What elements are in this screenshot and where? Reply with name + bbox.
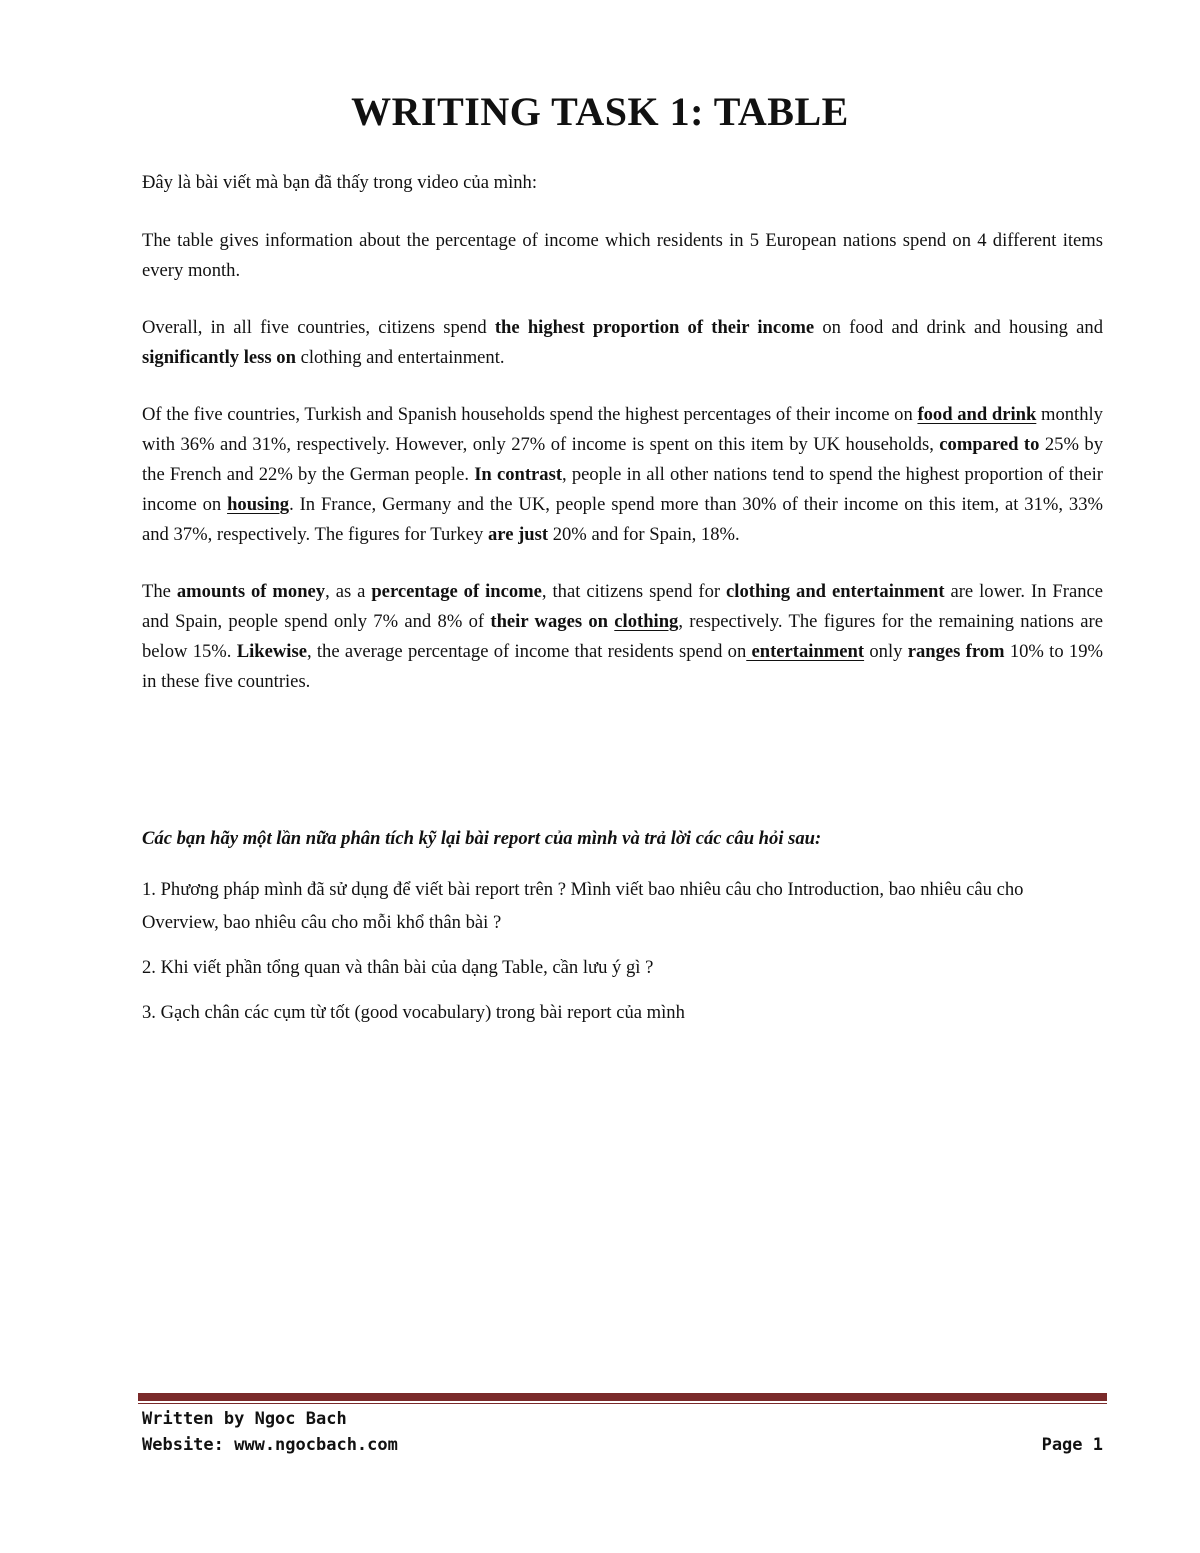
footer-website: Website: www.ngocbach.com bbox=[142, 1435, 398, 1455]
text-run: clothing and entertainment. bbox=[295, 347, 505, 368]
text-run: 20% and for Spain, 18%. bbox=[548, 524, 740, 545]
text-run: , people in all other nations tend to spend the highest proportion of their income on bbox=[142, 464, 1103, 515]
text-run: Of the five countries, Turkish and Spanish households spend the highest percentages of their income on bbox=[142, 404, 918, 425]
question-item: 2. Khi viết phần tổng quan và thân bài của dạng Table, cần lưu ý gì ? bbox=[142, 957, 654, 978]
footer-divider bbox=[138, 1393, 1107, 1401]
bold-phrase: ranges from bbox=[907, 641, 1005, 662]
paragraph-body-2 bbox=[142, 577, 1103, 697]
bold-phrase: the highest proportion of their income bbox=[494, 317, 815, 338]
text-run: on food and drink and housing and bbox=[814, 317, 1104, 338]
bold-phrase: amounts of money bbox=[176, 581, 326, 602]
bold-phrase: their wages on bbox=[490, 611, 608, 632]
text-run: , as a bbox=[325, 581, 372, 602]
footer-divider-thin bbox=[138, 1403, 1107, 1404]
underlined-phrase: food and drink bbox=[917, 404, 1037, 425]
question-item: 1. Phương pháp mình đã sử dụng để viết bài report trên ? Mình viết bao nhiêu câu cho Introduction, bao nhiêu câu cho Overview, bao nhiêu câu cho mỗi khổ thân bài ? bbox=[142, 879, 1024, 933]
document-body bbox=[142, 168, 1103, 724]
bold-phrase: Likewise bbox=[236, 641, 307, 662]
question-item: 3. Gạch chân các cụm từ tốt (good vocabulary) trong bài report của mình bbox=[142, 1002, 685, 1023]
text-run: Overall, in all five countries, citizens spend bbox=[142, 317, 495, 338]
bold-phrase: clothing and entertainment bbox=[726, 581, 945, 602]
text-run: The bbox=[142, 581, 177, 602]
text-run: 25% by the French and 22% by the German people. bbox=[142, 434, 1103, 485]
bold-phrase: In contrast bbox=[474, 464, 563, 485]
paragraph-body-1 bbox=[142, 400, 1103, 550]
text-run: . In France, Germany and the UK, people spend more than 30% of their income on this item, at 31%, 33% and 37%, respectively. The figures for Turkey bbox=[142, 494, 1103, 545]
questions-section bbox=[142, 822, 1103, 1041]
bold-phrase: significantly less on bbox=[142, 347, 296, 368]
text-run: , respectively. The figures for the remaining nations are below 15%. bbox=[142, 611, 1103, 662]
underlined-phrase: clothing bbox=[614, 611, 679, 632]
text-run: monthly with 36% and 31%, respectively. However, only 27% of income is spent on this item by UK households, bbox=[142, 404, 1103, 455]
page-footer bbox=[142, 1406, 1103, 1458]
questions-heading: Các bạn hãy một lần nữa phân tích kỹ lại bài report của mình và trả lời các câu hỏi sau: bbox=[142, 828, 822, 849]
underlined-phrase: housing bbox=[227, 494, 290, 515]
paragraph-introduction: The table gives information about the percentage of income which residents in 5 European nations spend on 4 different items every month. bbox=[142, 230, 1103, 281]
text-run: 10% to 19% in these five countries. bbox=[142, 641, 1103, 692]
underlined-phrase: entertainment bbox=[746, 641, 865, 662]
page-number: Page 1 bbox=[1041, 1435, 1103, 1455]
bold-phrase: are just bbox=[487, 524, 549, 545]
text-run: , that citizens spend for bbox=[541, 581, 727, 602]
bold-phrase: compared to bbox=[939, 434, 1040, 455]
footer-author: Written by Ngoc Bach bbox=[142, 1409, 347, 1429]
intro-text: Đây là bài viết mà bạn đã thấy trong video của mình: bbox=[142, 172, 537, 193]
text-run: , the average percentage of income that residents spend on bbox=[306, 641, 747, 662]
paragraph-overview bbox=[142, 313, 1103, 373]
text-run: are lower. In France and Spain, people spend only 7% and 8% of bbox=[142, 581, 1104, 632]
text-run: only bbox=[864, 641, 908, 662]
bold-phrase: percentage of income bbox=[371, 581, 542, 602]
page-title: WRITING TASK 1: TABLE bbox=[351, 89, 849, 134]
